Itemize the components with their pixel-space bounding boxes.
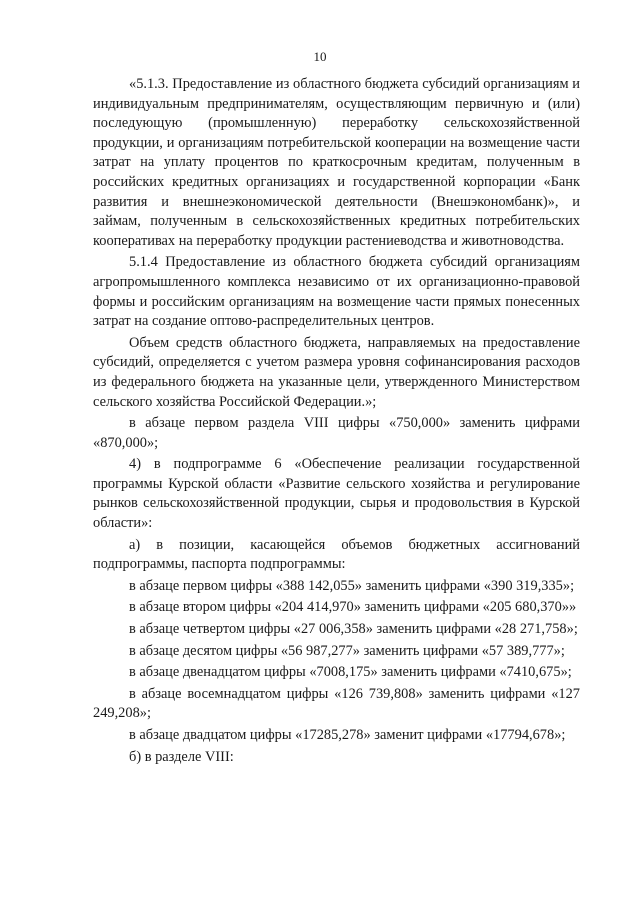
paragraph-5-1-4: 5.1.4 Предоставление из областного бюджета субсидий организациям агропромышленного комплекса независимо от их организационно-правовой формы и российским организациям на возмещение части прямых понесенных затрат на создание оптово-распределительных центров. bbox=[93, 254, 580, 330]
paragraph-abzac-first: в абзаце первом цифры «388 142,055» заменить цифрами «390 319,335»; bbox=[129, 577, 575, 594]
paragraph-item-a: а) в позиции, касающейся объемов бюджетных ассигнований подпрограммы, паспорта подпрограммы: bbox=[93, 536, 580, 573]
paragraph-section-viii-change: в абзаце первом раздела VIII цифры «750,000» заменить цифрами «870,000»; bbox=[93, 415, 580, 451]
paragraph-abzac-eighteenth: в абзаце восемнадцатом цифры «126 739,808» заменить цифрами «127 249,208»; bbox=[93, 685, 580, 722]
paragraph-abzac-tenth: в абзаце десятом цифры «56 987,277» заменить цифрами «57 389,777»; bbox=[129, 642, 565, 659]
paragraph-abzac-twentieth: в абзаце двадцатом цифры «17285,278» заменит цифрами «17794,678»; bbox=[129, 727, 566, 743]
paragraph-abzac-fourth: в абзаце четвертом цифры «27 006,358» заменить цифрами «28 271,758»; bbox=[129, 621, 578, 638]
page-number: 10 bbox=[313, 49, 327, 64]
document-body bbox=[93, 75, 580, 767]
paragraph-subprogram-6: 4) в подпрограмме 6 «Обеспечение реализации государственной программы Курской области «Развитие сельского хозяйства и регулирование рынков сельскохозяйственной продукции, сырья и продовольствия в Курской области»: bbox=[93, 456, 580, 532]
paragraph-abzac-second: в абзаце втором цифры «204 414,970» заменить цифрами «205 680,370»» bbox=[129, 599, 577, 616]
paragraph-item-b: б) в разделе VIII: bbox=[129, 748, 234, 765]
paragraph-funding-volume: Объем средств областного бюджета, направляемых на предоставление субсидий, определяется с учетом размера уровня софинансирования расходов из федерального бюджета на указанные цели, утвержденного Министерством сельского хозяйства Российской Федерации.»; bbox=[93, 334, 580, 410]
paragraph-5-1-3: «5.1.3. Предоставление из областного бюджета субсидий организациям и индивидуальным предпринимателям, осуществляющим первичную и (или) последующую (промышленную) переработку сельскохозяйственной продукции, и организациям потребительской кооперации на возмещение части затрат на уплату процентов по краткосрочным кредитам, полученным в российских кредитных организациях и государственной корпорации «Банк развития и внешнеэкономической деятельности (Внешэкономбанк)», и займам, полученным в сельскохозяйственных кредитных потребительских кооперативах на переработку продукции растениеводства и животноводства. bbox=[93, 76, 580, 249]
paragraph-abzac-twelfth: в абзаце двенадцатом цифры «7008,175» заменить цифрами «7410,675»; bbox=[129, 664, 572, 681]
